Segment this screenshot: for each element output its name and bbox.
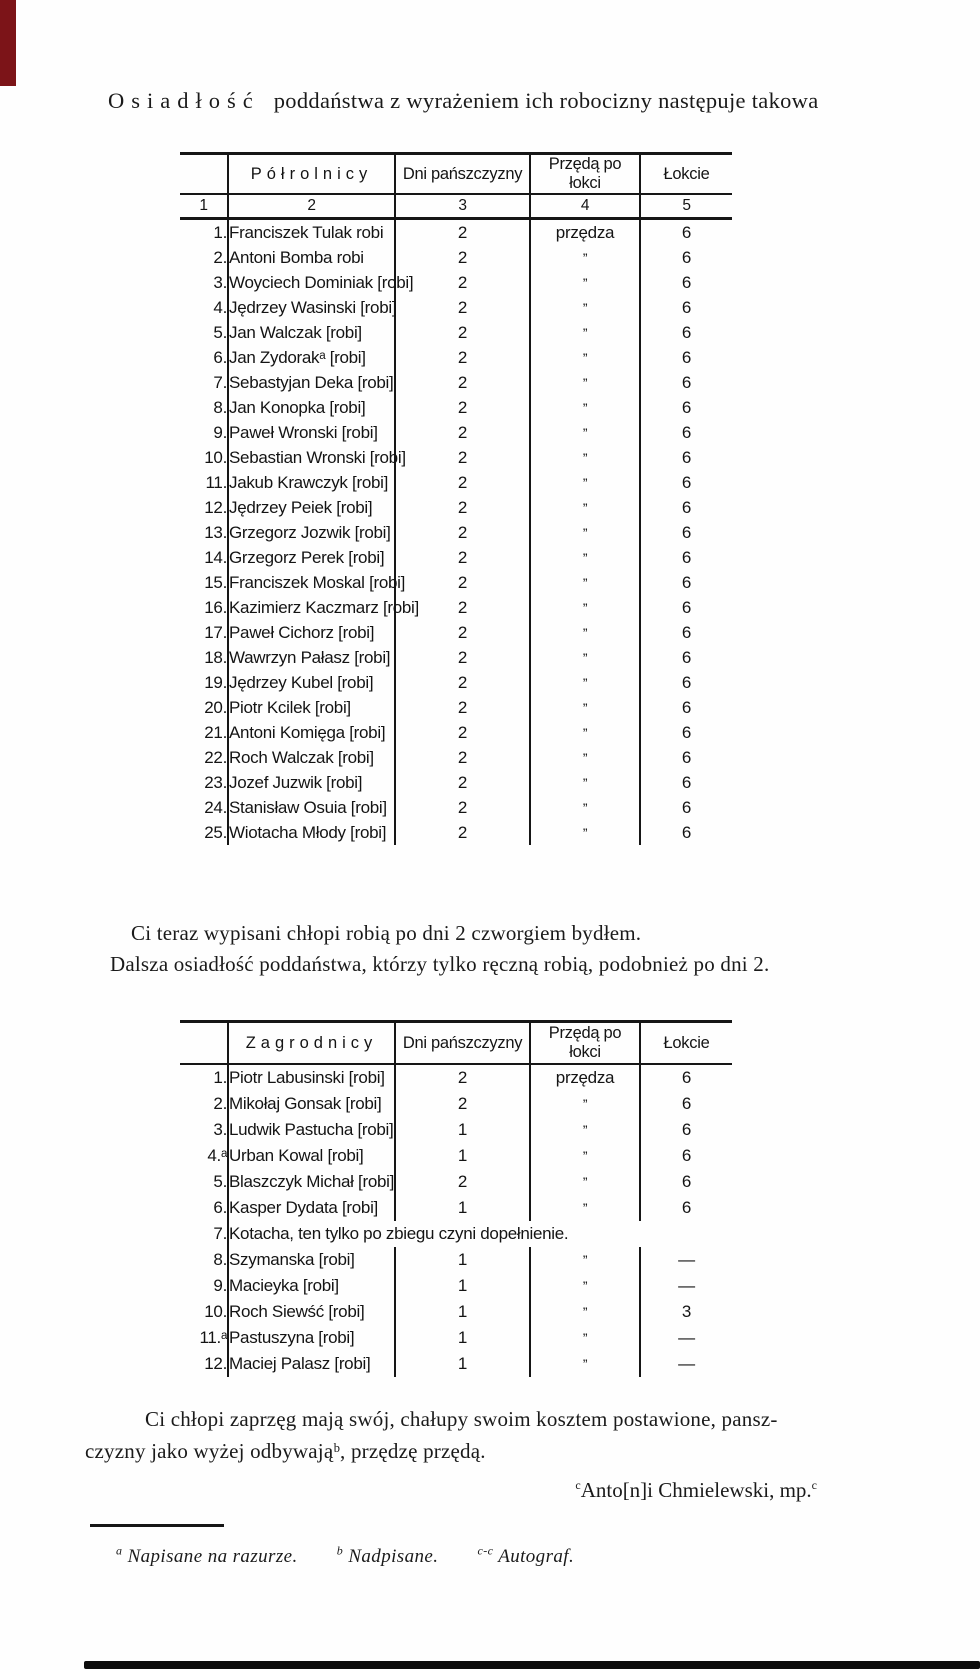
- row-number-cell: 13.: [204, 522, 227, 542]
- scan-artifact-bottom-bar: [84, 1661, 980, 1669]
- table-row: [180, 1169, 732, 1195]
- lokcie-cell: 6: [640, 1091, 732, 1117]
- spanning-note-cell: Kotacha, ten tylko po zbiegu czyni dopełnienie.: [228, 1221, 732, 1247]
- table-row: [180, 595, 732, 620]
- row-number-cell: 5.: [213, 1172, 227, 1191]
- dni-cell: 1: [395, 1143, 530, 1169]
- lokcie-cell: 6: [640, 445, 732, 470]
- przeda-cell: ”: [530, 1325, 640, 1351]
- przeda-cell: ”: [530, 445, 640, 470]
- name-cell: Grzegorz Perek [robi]: [228, 545, 395, 570]
- lokcie-cell: 6: [640, 645, 732, 670]
- row-number-cell: 23.: [204, 772, 227, 792]
- lokcie-cell: 6: [640, 1064, 732, 1091]
- dni-cell: 2: [395, 745, 530, 770]
- dni-cell: 2: [395, 219, 530, 246]
- lokcie-cell: 6: [640, 295, 732, 320]
- dni-cell: 2: [395, 320, 530, 345]
- row-number-cell: 16.: [204, 597, 227, 617]
- footnote-text: Nadpisane.: [348, 1546, 439, 1567]
- row-number-cell: 3.: [213, 1120, 227, 1139]
- row-number-cell: 19.: [204, 672, 227, 692]
- name-cell: Macieyka [robi]: [228, 1273, 395, 1299]
- row-number-cell: 18.: [204, 647, 227, 667]
- page-title: [108, 88, 908, 114]
- lokcie-cell: 6: [640, 520, 732, 545]
- name-cell: Woyciech Dominiak [robi]: [228, 270, 395, 295]
- paragraph-line: czyzny jako wyżej odbywająᵇ, przędzę przędą.: [85, 1439, 486, 1463]
- dni-cell: 2: [395, 270, 530, 295]
- dni-cell: 2: [395, 695, 530, 720]
- name-cell: Mikołaj Gonsak [robi]: [228, 1091, 395, 1117]
- name-cell: Maciej Palasz [robi]: [228, 1351, 395, 1377]
- table-row: [180, 670, 732, 695]
- name-cell: Urban Kowal [robi]: [228, 1143, 395, 1169]
- row-number-cell: 2.: [213, 247, 227, 267]
- row-number-cell: 1.: [213, 222, 227, 242]
- name-cell: Roch Siewść [robi]: [228, 1299, 395, 1325]
- lokcie-cell: 6: [640, 1143, 732, 1169]
- lokcie-cell: 6: [640, 695, 732, 720]
- table-row: [180, 1091, 732, 1117]
- lokcie-cell: 3: [640, 1299, 732, 1325]
- row-number-cell: 6.: [213, 347, 227, 367]
- table-row: [180, 1351, 732, 1377]
- row-number-cell: 9.: [213, 1276, 227, 1295]
- column-header-lokcie: Łokcie: [640, 1022, 732, 1065]
- przeda-cell: ”: [530, 545, 640, 570]
- przeda-cell: ”: [530, 695, 640, 720]
- lokcie-cell: 6: [640, 470, 732, 495]
- lokcie-cell: 6: [640, 745, 732, 770]
- przeda-cell: ”: [530, 1143, 640, 1169]
- przeda-cell: ”: [530, 1117, 640, 1143]
- dni-cell: 1: [395, 1299, 530, 1325]
- lokcie-cell: —: [640, 1273, 732, 1299]
- row-number-cell: 11.ᵃ: [199, 1328, 227, 1347]
- lokcie-cell: 6: [640, 219, 732, 246]
- przeda-cell: ”: [530, 670, 640, 695]
- lokcie-cell: 6: [640, 620, 732, 645]
- table-row: [180, 1221, 732, 1247]
- name-cell: Jan Zydorakᵃ [robi]: [228, 345, 395, 370]
- przeda-cell: ”: [530, 745, 640, 770]
- column-header-polrolnicy: Półrolnicy: [228, 154, 395, 195]
- table-row: [180, 570, 732, 595]
- dni-cell: 2: [395, 1091, 530, 1117]
- row-number-cell: 6.: [213, 1198, 227, 1217]
- lokcie-cell: 6: [640, 795, 732, 820]
- table-row: [180, 1143, 732, 1169]
- column-header-lokcie: Łokcie: [640, 154, 732, 195]
- footnote-marker: a: [116, 1543, 123, 1558]
- name-cell: Blaszczyk Michał [robi]: [228, 1169, 395, 1195]
- dni-cell: 2: [395, 420, 530, 445]
- lokcie-cell: 6: [640, 395, 732, 420]
- dni-cell: 2: [395, 445, 530, 470]
- name-cell: Franciszek Tulak robi: [228, 219, 395, 246]
- row-number-cell: 12.: [204, 1354, 227, 1373]
- przeda-cell: ”: [530, 595, 640, 620]
- dni-cell: 1: [395, 1117, 530, 1143]
- name-cell: Piotr Labusinski [robi]: [228, 1064, 395, 1091]
- name-cell: Franciszek Moskal [robi]: [228, 570, 395, 595]
- lokcie-cell: 6: [640, 420, 732, 445]
- table-row: [180, 445, 732, 470]
- lokcie-cell: 6: [640, 570, 732, 595]
- lokcie-cell: 6: [640, 1195, 732, 1221]
- name-cell: Jędrzey Wasinski [robi]: [228, 295, 395, 320]
- between-tables-paragraph: [110, 918, 900, 980]
- name-cell: Wawrzyn Pałasz [robi]: [228, 645, 395, 670]
- lokcie-cell: 6: [640, 270, 732, 295]
- row-number-cell: 24.: [204, 797, 227, 817]
- table-row: [180, 1325, 732, 1351]
- name-cell: Paweł Cichorz [robi]: [228, 620, 395, 645]
- table-row: [180, 420, 732, 445]
- przeda-cell: ”: [530, 370, 640, 395]
- dni-cell: 2: [395, 395, 530, 420]
- przeda-cell: ”: [530, 345, 640, 370]
- table-row: [180, 620, 732, 645]
- table-row: [180, 495, 732, 520]
- przeda-cell: ”: [530, 570, 640, 595]
- name-cell: Jan Konopka [robi]: [228, 395, 395, 420]
- table-row: [180, 245, 732, 270]
- dni-cell: 2: [395, 495, 530, 520]
- dni-cell: 2: [395, 245, 530, 270]
- table-row: [180, 645, 732, 670]
- przeda-cell: ”: [530, 620, 640, 645]
- name-cell: Stanisław Osuia [robi]: [228, 795, 395, 820]
- name-cell: Grzegorz Jozwik [robi]: [228, 520, 395, 545]
- dni-cell: 2: [395, 295, 530, 320]
- przeda-cell: ”: [530, 645, 640, 670]
- przeda-cell: ”: [530, 720, 640, 745]
- lokcie-cell: 6: [640, 1169, 732, 1195]
- row-number-cell: 15.: [204, 572, 227, 592]
- lokcie-cell: 6: [640, 245, 732, 270]
- name-cell: Sebastyjan Deka [robi]: [228, 370, 395, 395]
- name-cell: Pastuszyna [robi]: [228, 1325, 395, 1351]
- name-cell: Piotr Kcilek [robi]: [228, 695, 395, 720]
- przeda-cell: przędza: [530, 1064, 640, 1091]
- row-number-cell: 4.ᵃ: [207, 1146, 227, 1165]
- name-cell: Jędrzey Kubel [robi]: [228, 670, 395, 695]
- dni-cell: 2: [395, 670, 530, 695]
- przeda-cell: ”: [530, 1195, 640, 1221]
- dni-cell: 2: [395, 645, 530, 670]
- table-row: [180, 1117, 732, 1143]
- footnote-item: [116, 1543, 298, 1567]
- column-header-dni-panszczyzny: Dni pańszczyzny: [395, 1022, 530, 1065]
- przeda-cell: ”: [530, 1273, 640, 1299]
- lokcie-cell: 6: [640, 345, 732, 370]
- row-number-cell: 9.: [213, 422, 227, 442]
- table-zagrodnicy: [180, 1020, 732, 1377]
- dni-cell: 1: [395, 1273, 530, 1299]
- table-row: [180, 1273, 732, 1299]
- dni-cell: 2: [395, 1064, 530, 1091]
- footnote-marker: b: [336, 1543, 344, 1558]
- table-row: [180, 795, 732, 820]
- lokcie-cell: 6: [640, 545, 732, 570]
- row-number-cell: 5.: [213, 322, 227, 342]
- lokcie-cell: 6: [640, 370, 732, 395]
- row-number-cell: 8.: [213, 397, 227, 417]
- footnote-text: Napisane na razurze.: [127, 1546, 298, 1567]
- lokcie-cell: 6: [640, 720, 732, 745]
- przeda-cell: ”: [530, 795, 640, 820]
- dni-cell: 2: [395, 345, 530, 370]
- scan-artifact-red-strip: [0, 0, 16, 86]
- name-cell: Wiotacha Młody [robi]: [228, 820, 395, 845]
- przeda-cell: ”: [530, 245, 640, 270]
- lokcie-cell: 6: [640, 820, 732, 845]
- table-row: [180, 695, 732, 720]
- dni-cell: 2: [395, 795, 530, 820]
- paragraph-line: Ci teraz wypisani chłopi robią po dni 2 czworgiem bydłem.: [131, 921, 642, 945]
- column-number: 1: [180, 194, 228, 219]
- przeda-cell: ”: [530, 1351, 640, 1377]
- footnotes: [116, 1543, 816, 1568]
- row-number-cell: 7.: [213, 372, 227, 392]
- footnote-separator-rule: [90, 1524, 224, 1527]
- lokcie-cell: 6: [640, 770, 732, 795]
- name-cell: Antoni Bomba robi: [228, 245, 395, 270]
- footnote-text: Autograf.: [498, 1546, 575, 1567]
- table2-header-row: [180, 1022, 732, 1065]
- signature-text: Anto[n]i Chmielewski, mp.: [580, 1478, 812, 1502]
- dni-cell: 2: [395, 620, 530, 645]
- closing-paragraph: [85, 1403, 830, 1467]
- row-number-cell: 2.: [213, 1094, 227, 1113]
- lokcie-cell: 6: [640, 1117, 732, 1143]
- row-number-cell: 7.: [213, 1224, 227, 1243]
- name-cell: Szymanska [robi]: [228, 1247, 395, 1273]
- row-number-cell: 10.: [204, 1302, 227, 1321]
- table-row: [180, 745, 732, 770]
- name-cell: Jan Walczak [robi]: [228, 320, 395, 345]
- page-title-spaced-word: Osiadłość: [108, 88, 260, 113]
- lokcie-cell: 6: [640, 595, 732, 620]
- przeda-cell: ”: [530, 1091, 640, 1117]
- przeda-cell: ”: [530, 1169, 640, 1195]
- signature-marker: c: [811, 1478, 817, 1492]
- row-number-cell: 12.: [204, 497, 227, 517]
- dni-cell: 1: [395, 1247, 530, 1273]
- signature-marker: c: [575, 1478, 581, 1492]
- column-header-blank: [180, 1022, 228, 1065]
- paragraph-line: Ci chłopi zaprzęg mają swój, chałupy swoim kosztem postawione, pansz-: [145, 1407, 778, 1431]
- przeda-cell: ”: [530, 420, 640, 445]
- table-row: [180, 345, 732, 370]
- table-row: [180, 270, 732, 295]
- przeda-cell: ”: [530, 1247, 640, 1273]
- name-cell: Jakub Krawczyk [robi]: [228, 470, 395, 495]
- row-number-cell: 11.: [205, 472, 227, 492]
- table-row: [180, 1299, 732, 1325]
- name-cell: Kazimierz Kaczmarz [robi]: [228, 595, 395, 620]
- przeda-cell: ”: [530, 320, 640, 345]
- row-number-cell: 3.: [213, 272, 227, 292]
- row-number-cell: 10.: [204, 447, 227, 467]
- name-cell: Jędrzey Peiek [robi]: [228, 495, 395, 520]
- row-number-cell: 4.: [213, 297, 227, 317]
- column-number: 4: [530, 194, 640, 219]
- row-number-cell: 25.: [204, 822, 227, 842]
- przeda-cell: ”: [530, 770, 640, 795]
- przeda-cell: ”: [530, 395, 640, 420]
- table-row: [180, 370, 732, 395]
- column-header-przeda-po-lokci: Przędą po łokci: [530, 1022, 640, 1065]
- table-row: [180, 295, 732, 320]
- table-row: [180, 1064, 732, 1091]
- column-number: 5: [640, 194, 732, 219]
- table-row: [180, 219, 732, 246]
- table-row: [180, 720, 732, 745]
- przeda-cell: ”: [530, 820, 640, 845]
- dni-cell: 2: [395, 470, 530, 495]
- lokcie-cell: —: [640, 1351, 732, 1377]
- row-number-cell: 14.: [204, 547, 227, 567]
- row-number-cell: 20.: [204, 697, 227, 717]
- name-cell: Jozef Juzwik [robi]: [228, 770, 395, 795]
- table-row: [180, 470, 732, 495]
- dni-cell: 1: [395, 1195, 530, 1221]
- przeda-cell: ”: [530, 1299, 640, 1325]
- dni-cell: 2: [395, 595, 530, 620]
- przeda-cell: ”: [530, 520, 640, 545]
- paragraph-line: Dalsza osiadłość poddaństwa, którzy tylko ręczną robią, podobnież po dni 2.: [110, 952, 770, 976]
- lokcie-cell: 6: [640, 495, 732, 520]
- lokcie-cell: 6: [640, 320, 732, 345]
- dni-cell: 2: [395, 820, 530, 845]
- lokcie-cell: 6: [640, 670, 732, 695]
- name-cell: Sebastian Wronski [robi]: [228, 445, 395, 470]
- table-row: [180, 1247, 732, 1273]
- column-header-dni-panszczyzny: Dni pańszczyzny: [395, 154, 530, 195]
- table-row: [180, 545, 732, 570]
- signature-line: [575, 1478, 817, 1503]
- dni-cell: 2: [395, 770, 530, 795]
- name-cell: Paweł Wronski [robi]: [228, 420, 395, 445]
- dni-cell: 2: [395, 570, 530, 595]
- dni-cell: 2: [395, 370, 530, 395]
- table-row: [180, 395, 732, 420]
- column-header-zagrodnicy: Zagrodnicy: [228, 1022, 395, 1065]
- przeda-cell: ”: [530, 270, 640, 295]
- footnote-item: [336, 1543, 439, 1567]
- table1-header-row: [180, 154, 732, 195]
- footnote-item: [477, 1543, 575, 1567]
- dni-cell: 2: [395, 1169, 530, 1195]
- dni-cell: 2: [395, 720, 530, 745]
- row-number-cell: 17.: [204, 622, 227, 642]
- dni-cell: 2: [395, 545, 530, 570]
- przeda-cell: przędza: [530, 219, 640, 246]
- table-row: [180, 820, 732, 845]
- column-number: 3: [395, 194, 530, 219]
- name-cell: Antoni Komięga [robi]: [228, 720, 395, 745]
- column-header-blank: [180, 154, 228, 195]
- column-header-przeda-po-lokci: Przędą po łokci: [530, 154, 640, 195]
- dni-cell: 1: [395, 1351, 530, 1377]
- table1-column-numbers-row: [180, 194, 732, 219]
- column-number: 2: [228, 194, 395, 219]
- przeda-cell: ”: [530, 495, 640, 520]
- przeda-cell: ”: [530, 470, 640, 495]
- footnote-marker: c-c: [477, 1543, 494, 1558]
- row-number-cell: 22.: [204, 747, 227, 767]
- page-title-rest: poddaństwa z wyrażeniem ich robocizny następuje takowa: [273, 88, 819, 113]
- row-number-cell: 1.: [213, 1068, 227, 1087]
- table-row: [180, 770, 732, 795]
- row-number-cell: 21.: [204, 722, 227, 742]
- name-cell: Kasper Dydata [robi]: [228, 1195, 395, 1221]
- przeda-cell: ”: [530, 295, 640, 320]
- table-row: [180, 1195, 732, 1221]
- name-cell: Roch Walczak [robi]: [228, 745, 395, 770]
- table-row: [180, 520, 732, 545]
- row-number-cell: 8.: [213, 1250, 227, 1269]
- lokcie-cell: —: [640, 1247, 732, 1273]
- dni-cell: 1: [395, 1325, 530, 1351]
- table-row: [180, 320, 732, 345]
- table-polrolnicy: [180, 152, 732, 845]
- lokcie-cell: —: [640, 1325, 732, 1351]
- dni-cell: 2: [395, 520, 530, 545]
- name-cell: Ludwik Pastucha [robi]: [228, 1117, 395, 1143]
